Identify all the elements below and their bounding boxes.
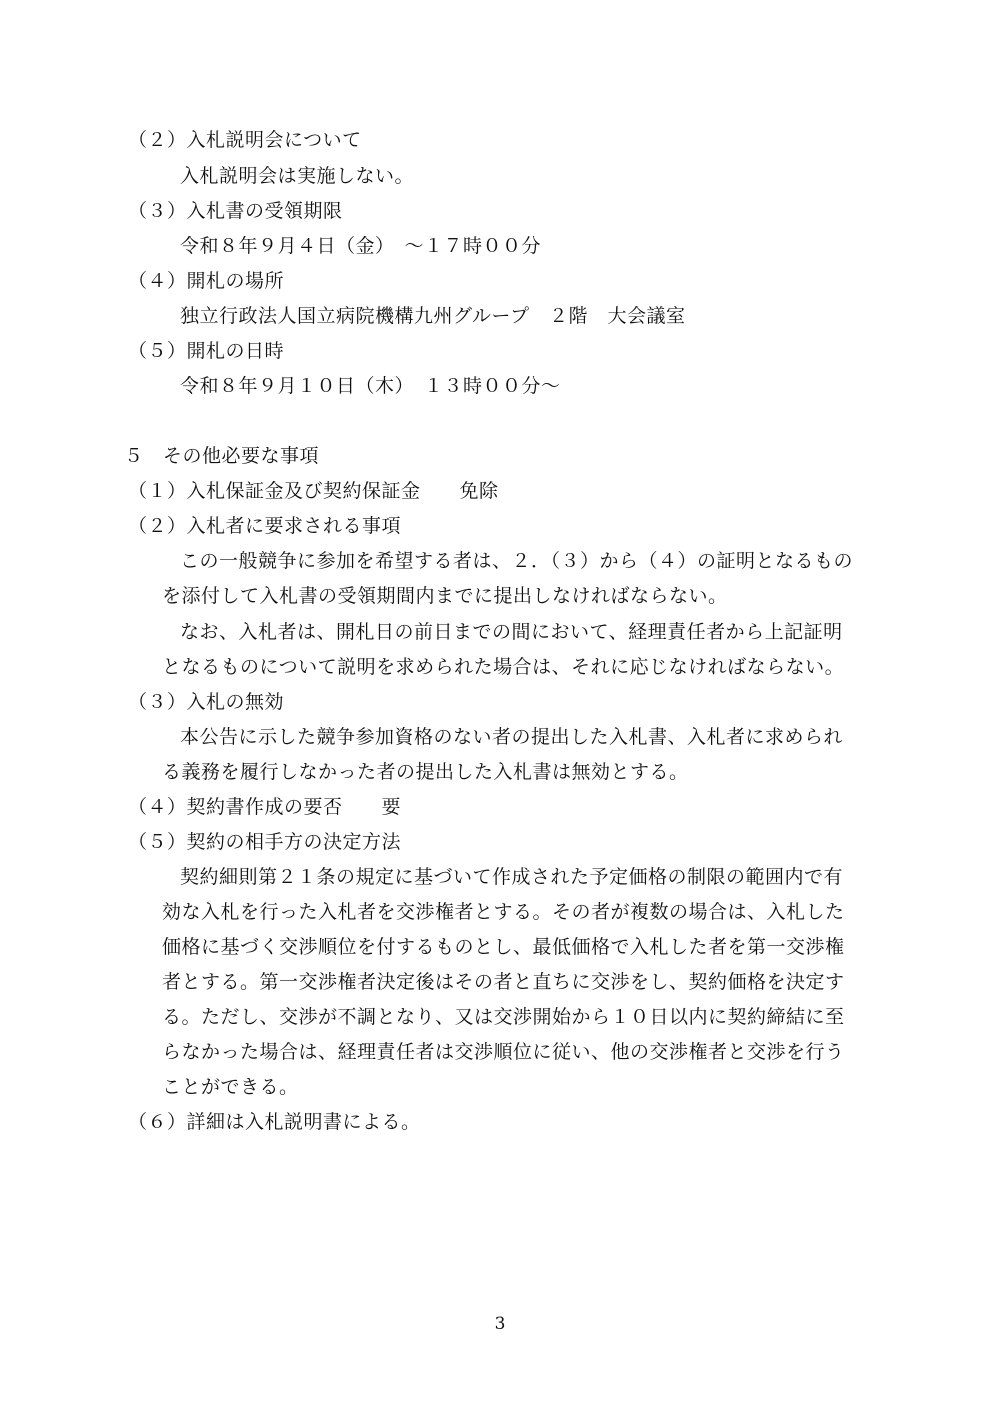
- item-4-body: 独立行政法人国立病院機構九州グループ ２階 大会議室: [180, 305, 686, 327]
- paragraph-line: らなかった場合は、経理責任者は交渉順位に従い、他の交渉権者と交渉を行う: [162, 1041, 845, 1063]
- paragraph-line: を添付して入札書の受領期間内までに提出しなければならない。: [162, 585, 728, 607]
- item-3-body: 令和８年９月４日（金） ～１７時００分: [180, 235, 542, 257]
- paragraph-line: 契約細則第２１条の規定に基づいて作成された予定価格の制限の範囲内で有: [180, 866, 844, 888]
- paragraph-line: る義務を履行しなかった者の提出した入札書は無効とする。: [162, 761, 689, 783]
- section-5-item-3-heading: （３）入札の無効: [128, 691, 285, 713]
- item-3-heading: （３）入札書の受領期限: [128, 200, 343, 222]
- paragraph-line: 本公告に示した競争参加資格のない者の提出した入札書、入札者に求められ: [180, 726, 844, 748]
- section-5-heading: ５ その他必要な事項: [124, 445, 320, 467]
- item-2-heading: （２）入札説明会について: [128, 129, 362, 151]
- section-5-item-6: （６）詳細は入札説明書による。: [128, 1111, 421, 1133]
- section-5-item-5-heading: （５）契約の相手方の決定方法: [128, 831, 402, 853]
- paragraph-line: となるものについて説明を求められた場合は、それに応じなければならない。: [162, 656, 845, 678]
- paragraph-line: 効な入札を行った入札者を交渉権者とする。その者が複数の場合は、入札した: [162, 901, 845, 923]
- paragraph-line: この一般競争に参加を希望する者は、２．（３）から（４）の証明となるもの: [180, 550, 854, 572]
- section-5-item-2-heading: （２）入札者に要求される事項: [128, 515, 402, 537]
- section-5-item-4: （４）契約書作成の要否 要: [128, 796, 402, 818]
- paragraph-line: なお、入札者は、開札日の前日までの間において、経理責任者から上記証明: [180, 621, 843, 643]
- item-5-heading: （５）開札の日時: [128, 340, 285, 362]
- paragraph-line: ことができる。: [162, 1076, 299, 1098]
- paragraph-line: 者とする。第一交渉権者決定後はその者と直ちに交渉をし、契約価格を決定す: [162, 971, 845, 993]
- paragraph-line: 価格に基づく交渉順位を付するものとし、最低価格で入札した者を第一交渉権: [162, 936, 845, 958]
- page-number: 3: [494, 1314, 506, 1334]
- paragraph-line: る。ただし、交渉が不調となり、又は交渉開始から１０日以内に契約締結に至: [162, 1006, 845, 1028]
- item-4-heading: （４）開札の場所: [128, 270, 285, 292]
- item-2-body: 入札説明会は実施しない。: [180, 165, 415, 187]
- item-5-body: 令和８年９月１０日（木） １３時００分～: [180, 375, 561, 397]
- section-5-item-1: （１）入札保証金及び契約保証金 免除: [128, 480, 499, 502]
